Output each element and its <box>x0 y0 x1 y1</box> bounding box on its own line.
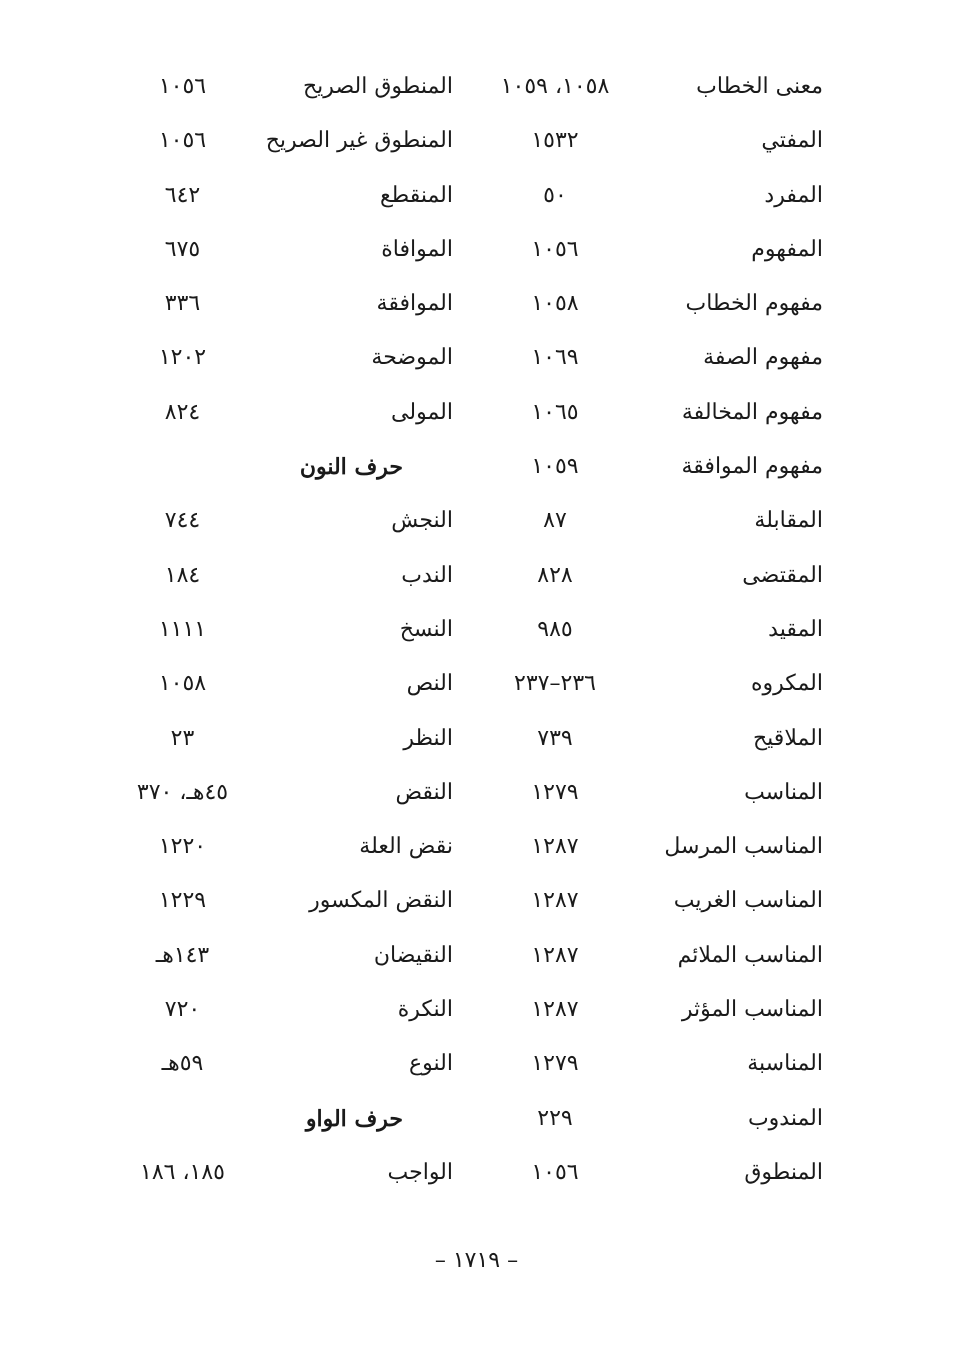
index-page-refs: ١٠٦٥ <box>531 399 579 425</box>
index-page-refs: ١٠٦٩ <box>531 345 579 371</box>
index-term: المناسب المرسل <box>664 834 823 860</box>
index-term: المقيد <box>768 616 823 642</box>
index-term: المندوب <box>747 1105 823 1131</box>
letter-heading: حرف النون <box>299 454 403 481</box>
index-row <box>0 929 953 983</box>
index-row <box>0 820 953 874</box>
index-term: الموضحة <box>371 345 453 371</box>
index-row <box>0 983 953 1037</box>
index-term: مفهوم المخالفة <box>681 399 823 425</box>
index-page-refs: ١٤٣هـ <box>155 942 210 968</box>
index-page-refs <box>105 440 260 494</box>
index-row <box>0 223 953 277</box>
index-term: المناسب <box>744 779 823 805</box>
index-page-refs: ١٠٥٦ <box>531 1159 579 1185</box>
index-term: الموافاة <box>381 236 453 262</box>
index-row <box>0 494 953 548</box>
index-row <box>0 386 953 440</box>
index-term: النكرة <box>397 997 453 1023</box>
index-term: مفهوم الخطاب <box>685 291 823 317</box>
index-row <box>0 277 953 331</box>
index-term: المناسبة <box>747 1051 823 1077</box>
index-table <box>0 60 953 1200</box>
index-page-refs: ٩٨٥ <box>537 616 573 642</box>
index-page-refs: ١٢٠٢ <box>158 345 207 371</box>
index-page-refs: ٧٢٠ <box>164 997 201 1023</box>
index-page-refs: ٢٢٩ <box>537 1105 573 1131</box>
index-page-refs: ١٠٥٨، ١٠٥٩ <box>500 74 610 99</box>
index-term: النقيضان <box>373 942 453 968</box>
index-row <box>0 1037 953 1091</box>
index-page-refs: ٢٣ <box>170 725 195 751</box>
index-row <box>0 440 953 494</box>
index-page-refs: ١٠٥٩ <box>531 454 579 480</box>
index-row <box>0 603 953 657</box>
index-page-refs: ٦٤٢ <box>164 182 201 208</box>
index-page-refs: ٤٥هـ، ٣٧٠ <box>136 779 229 805</box>
index-page-refs: ٥٠ <box>543 182 567 208</box>
index-page-refs: ١٠٥٦ <box>158 74 207 99</box>
index-term: المنطوق <box>744 1159 823 1185</box>
page-number: – ١٧١٩ – <box>434 1248 519 1273</box>
index-page-refs: ٨٢٨ <box>537 562 573 588</box>
index-term: معنى الخطاب <box>696 74 823 99</box>
index-page-refs: ١٢٧٩ <box>531 1051 579 1077</box>
index-row <box>0 169 953 223</box>
index-page-refs: ١٢٧٩ <box>531 779 579 805</box>
index-term: الموافقة <box>376 291 453 317</box>
index-term: المناسب الغريب <box>673 888 823 914</box>
index-page-refs: ٨٢٤ <box>164 399 201 425</box>
index-term: المفهوم <box>751 236 823 262</box>
index-row <box>0 874 953 928</box>
index-page-refs: ١٠٥٨ <box>531 291 579 317</box>
index-page-refs: ١٢٢٩ <box>158 888 207 914</box>
index-page-refs: ١١١١ <box>158 616 207 642</box>
index-term: المفرد <box>764 182 823 208</box>
index-page-refs <box>105 1092 260 1146</box>
index-row <box>0 712 953 766</box>
index-row <box>0 60 953 114</box>
index-term: المناسب الملائم <box>677 942 823 968</box>
index-term: الواجب <box>387 1159 453 1185</box>
index-page-refs: ٣٣٦ <box>164 291 201 317</box>
index-term: المكروه <box>751 671 823 697</box>
index-page-refs: ٧٣٩ <box>537 725 573 751</box>
index-page-refs: ١٥٣٢ <box>531 128 579 154</box>
index-page-refs: ١٨٤ <box>164 562 201 588</box>
index-term: المقتضى <box>742 562 823 588</box>
index-term: المناسب المؤثر <box>681 997 823 1023</box>
index-row <box>0 657 953 711</box>
index-term: مفهوم الموافقة <box>681 454 823 480</box>
index-page-refs: ٦٧٥ <box>164 236 201 262</box>
index-page-refs: ٧٤٤ <box>164 508 201 534</box>
index-term: الندب <box>401 562 453 588</box>
index-page-refs: ١٠٥٨ <box>158 671 207 697</box>
index-page-refs: ١٠٥٦ <box>158 128 207 154</box>
index-term: النجش <box>391 508 453 534</box>
index-page-refs: ٥٩هـ <box>161 1051 204 1077</box>
index-term: النظر <box>403 725 453 751</box>
index-term: المنقطع <box>379 182 453 208</box>
index-page-refs: ١٠٥٦ <box>531 236 579 262</box>
index-term: النسخ <box>399 616 453 642</box>
index-page-refs: ١٢٨٧ <box>531 942 579 968</box>
index-term: النقض المكسور <box>309 888 453 914</box>
index-row <box>0 114 953 168</box>
index-row <box>0 549 953 603</box>
index-row <box>0 1146 953 1200</box>
index-row <box>0 331 953 385</box>
index-row <box>0 1092 953 1146</box>
index-term: مفهوم الصفة <box>703 345 823 371</box>
index-term: المنطوق الصريح <box>302 74 453 99</box>
index-page-refs: ١٨٥، ١٨٦ <box>140 1159 225 1185</box>
index-term: النوع <box>409 1051 453 1077</box>
index-page-refs: ١٢٨٧ <box>531 997 579 1023</box>
index-page-refs: ١٢٨٧ <box>531 834 579 860</box>
letter-heading: حرف الواو <box>305 1105 403 1132</box>
index-term: نقض العلة <box>359 834 453 860</box>
index-term: المنطوق غير الصريح <box>265 128 453 154</box>
index-page-refs: ١٢٨٧ <box>531 888 579 914</box>
index-term: المفتي <box>761 128 823 154</box>
index-term: المولى <box>391 399 453 425</box>
index-term: النص <box>406 671 453 697</box>
index-page-refs: ٢٣٦–٢٣٧ <box>514 671 596 697</box>
index-page-refs: ١٢٢٠ <box>158 834 207 860</box>
index-page-refs: ٨٧ <box>543 508 567 534</box>
index-term: الملاقيح <box>752 725 823 751</box>
index-term: النقض <box>395 779 453 805</box>
index-term: المقابلة <box>754 508 823 534</box>
index-row <box>0 766 953 820</box>
